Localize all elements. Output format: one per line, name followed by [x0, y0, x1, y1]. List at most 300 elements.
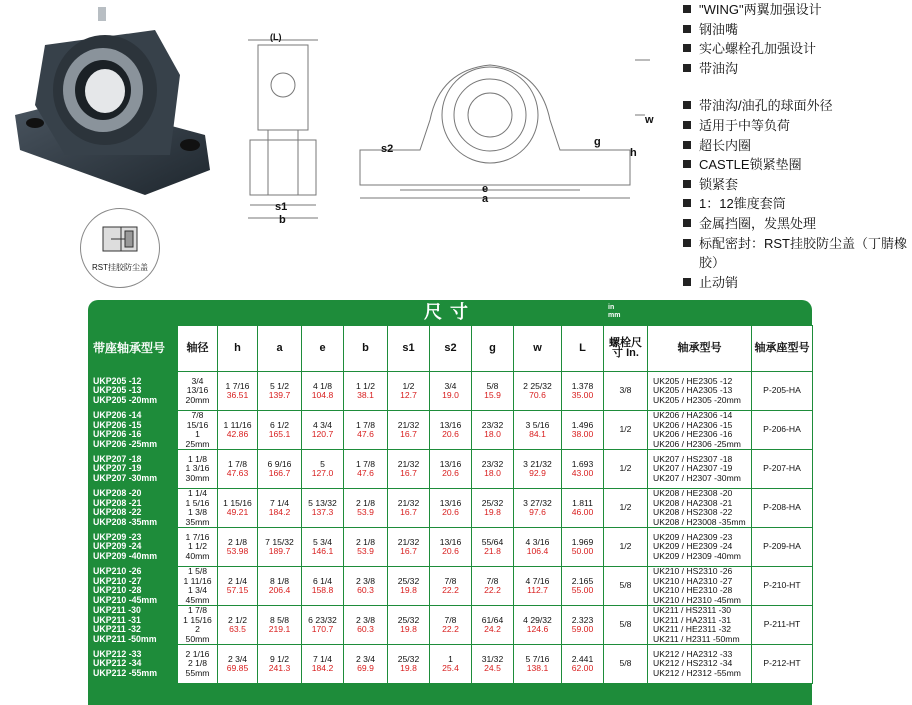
housing-model: P-210-HT: [752, 567, 813, 606]
dim-a: [258, 528, 302, 567]
dim-mm: 106.4: [526, 546, 549, 556]
shaft-size: 1 1/8 1 3/16 30mm: [178, 450, 218, 489]
dim-mm: 189.7: [268, 546, 291, 556]
table-row: [89, 606, 813, 645]
shaft-size: 1 7/8 1 15/16 2 50mm: [178, 606, 218, 645]
dim-w-label: w: [645, 114, 654, 126]
dim-mm: 46.00: [571, 507, 594, 517]
dim-mm: 38.1: [357, 390, 374, 400]
dim-g: [472, 372, 514, 411]
bearing-unit-model: UKP206 -14 UKP206 -15 UKP206 -16 UKP206 -25mm: [89, 411, 178, 450]
bullet-icon: [683, 5, 691, 13]
bolt-size: 1/2: [604, 450, 648, 489]
dim-mm: 16.7: [400, 468, 417, 478]
dim-g: [472, 450, 514, 489]
dim-b: [344, 489, 388, 528]
dim-a: [258, 606, 302, 645]
dim-mm: 42.86: [226, 429, 249, 439]
dim-b: [344, 411, 388, 450]
dim-mm: 20.6: [442, 468, 459, 478]
dim-mm: 112.7: [527, 585, 548, 595]
dim-inch: 8 1/8: [269, 575, 290, 586]
dim-mm: 47.63: [226, 468, 249, 478]
dim-b: [344, 450, 388, 489]
column-header: h: [218, 326, 258, 372]
dim-inch: 4 1/8: [312, 380, 333, 391]
dim-s1: [388, 567, 430, 606]
dim-inch: 2 1/4: [227, 575, 248, 586]
dim-inch: 6 1/2: [269, 419, 290, 430]
dim-inch: 5: [320, 458, 325, 469]
rst-seal-badge: [80, 208, 160, 288]
dim-mm: 47.6: [357, 429, 374, 439]
dim-w: [514, 645, 562, 684]
dim-mm: 20.6: [442, 429, 459, 439]
dim-inch: 2.165: [571, 575, 594, 586]
bullet-icon: [683, 219, 691, 227]
dim-mm: 55.00: [571, 585, 594, 595]
dim-mm: 184.2: [311, 663, 334, 673]
dim-inch: 2 25/32: [523, 380, 552, 391]
dim-h: [218, 411, 258, 450]
dim-mm: 35.00: [571, 390, 594, 400]
column-header: a: [258, 326, 302, 372]
dim-e: [302, 606, 344, 645]
dim-inch: 13/16: [439, 419, 462, 430]
dim-b: [344, 528, 388, 567]
feature-list: [683, 0, 908, 292]
bearing-model: UK211 / HS2311 -30 UK211 / HA2311 -31 UK211 / HE2311 -32 UK211 / H2311 -50mm: [648, 606, 752, 645]
dim-s2: [430, 450, 472, 489]
dim-inch: 1 7/8: [355, 419, 376, 430]
column-header: 带座轴承型号: [89, 326, 178, 372]
dim-inch: 2 3/8: [355, 614, 376, 625]
dim-inch: 1.378: [571, 380, 594, 391]
dim-s2: [430, 528, 472, 567]
dimension-table: [88, 325, 813, 684]
dim-s1: [388, 372, 430, 411]
dim-w: [514, 411, 562, 450]
bullet-icon: [683, 101, 691, 109]
dim-mm: 19.8: [400, 663, 417, 673]
dim-inch: 2 3/8: [355, 575, 376, 586]
dim-mm: 62.00: [571, 663, 594, 673]
bearing-unit-model: UKP210 -26 UKP210 -27 UKP210 -28 UKP210 -45mm: [89, 567, 178, 606]
feature-item: 标配密封：RST挂胶防尘盖（丁腈橡胶）: [683, 234, 908, 273]
bolt-size: 1/2: [604, 528, 648, 567]
dim-inch: 21/32: [397, 419, 420, 430]
feature-item: CASTLE锁紧垫圈: [683, 155, 908, 175]
dim-mm: 184.2: [268, 507, 291, 517]
dim-g: [472, 489, 514, 528]
dim-mm: 92.9: [529, 468, 546, 478]
dim-mm: 57.15: [226, 585, 249, 595]
shaft-size: 2 1/16 2 1/8 55mm: [178, 645, 218, 684]
feature-item: 1：12锥度套筒: [683, 194, 908, 214]
dim-inch: 3 27/32: [523, 497, 552, 508]
dim-inch: 8 5/8: [269, 614, 290, 625]
feature-item: 带油沟/油孔的球面外径: [683, 96, 908, 116]
table-header-row: [89, 326, 813, 372]
housing-model: P-211-HT: [752, 606, 813, 645]
dim-inch: 1 11/16: [223, 419, 252, 430]
housing-model: P-208-HA: [752, 489, 813, 528]
dim-inch: 7 15/32: [265, 536, 294, 547]
dim-mm: 70.6: [529, 390, 546, 400]
dim-s1: [388, 606, 430, 645]
dim-inch: 2 1/2: [227, 614, 248, 625]
column-header: s1: [388, 326, 430, 372]
dim-w: [514, 489, 562, 528]
dim-g: [472, 567, 514, 606]
dim-L: [562, 528, 604, 567]
dim-h-label: h: [630, 147, 637, 159]
dim-g: [472, 528, 514, 567]
dim-s1: [388, 645, 430, 684]
dim-inch: 21/32: [397, 536, 420, 547]
dim-mm: 138.1: [526, 663, 549, 673]
feature-item: "WING"两翼加强设计: [683, 0, 908, 20]
dim-mm: 38.00: [571, 429, 594, 439]
column-header: w: [514, 326, 562, 372]
column-header: e: [302, 326, 344, 372]
dim-inch: 7 1/4: [312, 653, 333, 664]
column-header: 轴径: [178, 326, 218, 372]
bullet-icon: [683, 199, 691, 207]
dim-e: [302, 450, 344, 489]
dim-s1: [388, 489, 430, 528]
dim-s2: [430, 372, 472, 411]
shaft-size: 3/4 13/16 20mm: [178, 372, 218, 411]
feature-item: 钢油嘴: [683, 20, 908, 40]
feature-gap: [683, 78, 908, 96]
dim-inch: 2 3/4: [355, 653, 376, 664]
dim-inch: 5 3/4: [312, 536, 333, 547]
dim-inch: 2 1/8: [355, 536, 376, 547]
dim-inch: 5 1/2: [269, 380, 290, 391]
dim-inch: 6 23/32: [308, 614, 337, 625]
bearing-model: UK206 / HA2306 -14 UK206 / HA2306 -15 UK206 / HE2306 -16 UK206 / H2306 -25mm: [648, 411, 752, 450]
dim-L: [562, 411, 604, 450]
dim-mm: 22.2: [442, 624, 459, 634]
dim-mm: 127.0: [311, 468, 334, 478]
dim-inch: 6 9/16: [267, 458, 292, 469]
dim-inch: 1.969: [571, 536, 594, 547]
dim-mm: 18.0: [484, 429, 501, 439]
dim-L: [562, 606, 604, 645]
badge-label: RST挂胶防尘盖: [92, 263, 148, 272]
shaft-size: 7/8 15/16 1 25mm: [178, 411, 218, 450]
dim-e: [302, 372, 344, 411]
bearing-unit-model: UKP208 -20 UKP208 -21 UKP208 -22 UKP208 -35mm: [89, 489, 178, 528]
housing-model: P-209-HA: [752, 528, 813, 567]
table-row: [89, 645, 813, 684]
bearing-unit-model: UKP209 -23 UKP209 -24 UKP209 -40mm: [89, 528, 178, 567]
dim-inch: 4 3/16: [525, 536, 550, 547]
dim-inch: 1/2: [402, 380, 415, 391]
bearing-unit-model: UKP205 -12 UKP205 -13 UKP205 -20mm: [89, 372, 178, 411]
shaft-size: 1 1/4 1 5/16 1 3/8 35mm: [178, 489, 218, 528]
dim-L: [562, 450, 604, 489]
dim-mm: 24.5: [484, 663, 501, 673]
column-header: 轴承座型号: [752, 326, 813, 372]
bullet-icon: [683, 25, 691, 33]
dim-h: [218, 372, 258, 411]
dim-L: [562, 567, 604, 606]
dim-b-label: b: [279, 214, 286, 226]
dim-inch: 1 7/8: [227, 458, 248, 469]
dim-mm: 25.4: [442, 663, 459, 673]
column-header: L: [562, 326, 604, 372]
bullet-icon: [683, 141, 691, 149]
dim-inch: 5/8: [486, 380, 499, 391]
dim-h: [218, 645, 258, 684]
dim-mm: 137.3: [311, 507, 334, 517]
bullet-icon: [683, 239, 691, 247]
dim-inch: 2 1/8: [227, 536, 248, 547]
feature-item: 金属挡圈，发黑处理: [683, 214, 908, 234]
dim-mm: 120.7: [311, 429, 334, 439]
dim-inch: 1.496: [571, 419, 594, 430]
table-row: [89, 372, 813, 411]
dim-a: [258, 411, 302, 450]
dim-mm: 16.7: [400, 546, 417, 556]
dim-mm: 22.2: [442, 585, 459, 595]
column-header: b: [344, 326, 388, 372]
dim-inch: 1 1/2: [355, 380, 376, 391]
dim-mm: 63.5: [229, 624, 246, 634]
dim-inch: 25/32: [397, 614, 420, 625]
bullet-icon: [683, 278, 691, 286]
dim-inch: 13/16: [439, 497, 462, 508]
dim-inch: 13/16: [439, 536, 462, 547]
dim-inch: 1 15/16: [223, 497, 252, 508]
dim-mm: 18.0: [484, 468, 501, 478]
dim-inch: 3 5/16: [525, 419, 550, 430]
dim-s1: [388, 450, 430, 489]
dim-mm: 241.3: [268, 663, 291, 673]
dim-mm: 19.8: [400, 624, 417, 634]
bearing-model: UK212 / HA2312 -33 UK212 / HS2312 -34 UK212 / H2312 -55mm: [648, 645, 752, 684]
dim-h: [218, 450, 258, 489]
bearing-unit-model: UKP207 -18 UKP207 -19 UKP207 -30mm: [89, 450, 178, 489]
dim-e: [302, 645, 344, 684]
dim-inch: 21/32: [397, 458, 420, 469]
dim-mm: 146.1: [311, 546, 334, 556]
dim-inch: 1: [448, 653, 453, 664]
bolt-size: 3/8: [604, 372, 648, 411]
table-row: [89, 528, 813, 567]
dim-mm: 50.00: [571, 546, 594, 556]
dim-w: [514, 567, 562, 606]
bearing-model: UK205 / HE2305 -12 UK205 / HA2305 -13 UK205 / H2305 -20mm: [648, 372, 752, 411]
bearing-unit-model: UKP211 -30 UKP211 -31 UKP211 -32 UKP211 -50mm: [89, 606, 178, 645]
dim-inch: 61/64: [481, 614, 504, 625]
dim-mm: 53.9: [357, 507, 374, 517]
bullet-icon: [683, 64, 691, 72]
dim-inch: 25/32: [397, 653, 420, 664]
dim-s2: [430, 567, 472, 606]
dim-mm: 16.7: [400, 507, 417, 517]
dim-inch: 23/32: [481, 419, 504, 430]
dim-mm: 166.7: [268, 468, 291, 478]
dim-h: [218, 528, 258, 567]
dim-mm: 36.51: [226, 390, 249, 400]
dim-a: [258, 372, 302, 411]
dim-a: [258, 567, 302, 606]
dim-inch: 2.323: [571, 614, 594, 625]
feature-item: 超长内圈: [683, 136, 908, 156]
bolt-size: 1/2: [604, 411, 648, 450]
dim-h: [218, 489, 258, 528]
dim-g-label: g: [594, 136, 601, 148]
dim-mm: 69.9: [357, 663, 374, 673]
table-row: [89, 411, 813, 450]
dim-s1: [388, 411, 430, 450]
dim-L-label: (L): [270, 32, 282, 42]
dim-h: [218, 567, 258, 606]
bullet-icon: [683, 44, 691, 52]
dim-w: [514, 606, 562, 645]
dim-e-label: e: [482, 183, 489, 195]
column-header: 轴承型号: [648, 326, 752, 372]
dim-g: [472, 411, 514, 450]
dim-a-label: a: [482, 193, 489, 205]
dim-b: [344, 372, 388, 411]
dim-inch: 13/16: [439, 458, 462, 469]
dim-mm: 16.7: [400, 429, 417, 439]
feature-item: 止动销: [683, 273, 908, 293]
dim-mm: 53.98: [226, 546, 249, 556]
dim-inch: 25/32: [481, 497, 504, 508]
dim-s1: [388, 528, 430, 567]
dim-s2: [430, 411, 472, 450]
dim-inch: 1 7/16: [225, 380, 250, 391]
unit-label: in mm: [608, 304, 621, 319]
bearing-model: UK207 / HS2307 -18 UK207 / HA2307 -19 UK207 / H2307 -30mm: [648, 450, 752, 489]
dim-inch: 4 3/4: [312, 419, 333, 430]
dim-inch: 9 1/2: [269, 653, 290, 664]
table-row: [89, 489, 813, 528]
dim-inch: 1 7/8: [355, 458, 376, 469]
dim-mm: 49.21: [226, 507, 249, 517]
dim-mm: 139.7: [268, 390, 291, 400]
bearing-model: UK208 / HE2308 -20 UK208 / HA2308 -21 UK208 / HS2308 -22 UK208 / H23008 -35mm: [648, 489, 752, 528]
dim-inch: 55/64: [481, 536, 504, 547]
dim-s2-label: s2: [381, 143, 394, 155]
dim-inch: 7/8: [444, 575, 457, 586]
dim-mm: 206.4: [268, 585, 291, 595]
bolt-size: 1/2: [604, 489, 648, 528]
dim-mm: 158.8: [311, 585, 334, 595]
dim-mm: 165.1: [268, 429, 291, 439]
dim-inch: 4 29/32: [523, 614, 552, 625]
bolt-size: 5/8: [604, 606, 648, 645]
dim-inch: 4 7/16: [525, 575, 550, 586]
dim-inch: 3 21/32: [523, 458, 552, 469]
front-view-drawing: [350, 50, 650, 210]
column-header: 螺栓尺寸 In.: [604, 326, 648, 372]
bearing-unit-model: UKP212 -33 UKP212 -34 UKP212 -55mm: [89, 645, 178, 684]
dim-mm: 22.2: [484, 585, 501, 595]
dim-inch: 7/8: [486, 575, 499, 586]
feature-item: 适用于中等负荷: [683, 116, 908, 136]
dim-w: [514, 450, 562, 489]
dim-mm: 69.85: [226, 663, 249, 673]
dim-inch: 7/8: [444, 614, 457, 625]
bearing-model: UK210 / HS2310 -26 UK210 / HA2310 -27 UK210 / HE2310 -28 UK210 / H2310 -45mm: [648, 567, 752, 606]
dim-mm: 47.6: [357, 468, 374, 478]
dim-mm: 97.6: [529, 507, 546, 517]
dim-inch: 21/32: [397, 497, 420, 508]
table-row: [89, 450, 813, 489]
dim-inch: 5 7/16: [525, 653, 550, 664]
dim-mm: 19.0: [442, 390, 459, 400]
housing-model: P-206-HA: [752, 411, 813, 450]
dim-inch: 1.811: [572, 497, 593, 508]
dim-w: [514, 372, 562, 411]
dim-mm: 15.9: [484, 390, 501, 400]
product-photo: [5, 5, 220, 200]
dim-mm: 60.3: [357, 585, 374, 595]
shaft-size: 1 5/8 1 11/16 1 3/4 45mm: [178, 567, 218, 606]
column-header: g: [472, 326, 514, 372]
dim-inch: 2 1/8: [355, 497, 376, 508]
dim-inch: 1.693: [571, 458, 594, 469]
dim-mm: 60.3: [357, 624, 374, 634]
dim-s2: [430, 645, 472, 684]
dim-inch: 6 1/4: [312, 575, 333, 586]
dim-h: [218, 606, 258, 645]
dim-mm: 20.6: [442, 546, 459, 556]
side-view-drawing: [238, 20, 328, 230]
dim-mm: 19.8: [400, 585, 417, 595]
dim-b: [344, 645, 388, 684]
feature-item: 实心螺栓孔加强设计: [683, 39, 908, 59]
feature-item: 锁紧套: [683, 175, 908, 195]
dim-mm: 12.7: [400, 390, 417, 400]
dim-w: [514, 528, 562, 567]
housing-model: P-205-HA: [752, 372, 813, 411]
dim-g: [472, 606, 514, 645]
dim-e: [302, 567, 344, 606]
dim-L: [562, 489, 604, 528]
feature-item: 带油沟: [683, 59, 908, 79]
bolt-size: 5/8: [604, 567, 648, 606]
dim-inch: 31/32: [481, 653, 504, 664]
dim-mm: 84.1: [529, 429, 546, 439]
bullet-icon: [683, 121, 691, 129]
dim-mm: 124.6: [526, 624, 549, 634]
dim-L: [562, 372, 604, 411]
column-header: s2: [430, 326, 472, 372]
housing-model: P-207-HA: [752, 450, 813, 489]
dim-inch: 3/4: [444, 380, 457, 391]
bullet-icon: [683, 160, 691, 168]
bearing-model: UK209 / HA2309 -23 UK209 / HE2309 -24 UK209 / H2309 -40mm: [648, 528, 752, 567]
dim-s2: [430, 489, 472, 528]
bolt-size: 5/8: [604, 645, 648, 684]
dim-mm: 219.1: [268, 624, 291, 634]
dim-mm: 53.9: [357, 546, 374, 556]
dim-a: [258, 489, 302, 528]
bullet-icon: [683, 180, 691, 188]
dim-mm: 24.2: [484, 624, 501, 634]
dim-mm: 20.6: [442, 507, 459, 517]
dim-mm: 21.8: [484, 546, 501, 556]
shaft-size: 1 7/16 1 1/2 40mm: [178, 528, 218, 567]
dim-mm: 43.00: [571, 468, 594, 478]
